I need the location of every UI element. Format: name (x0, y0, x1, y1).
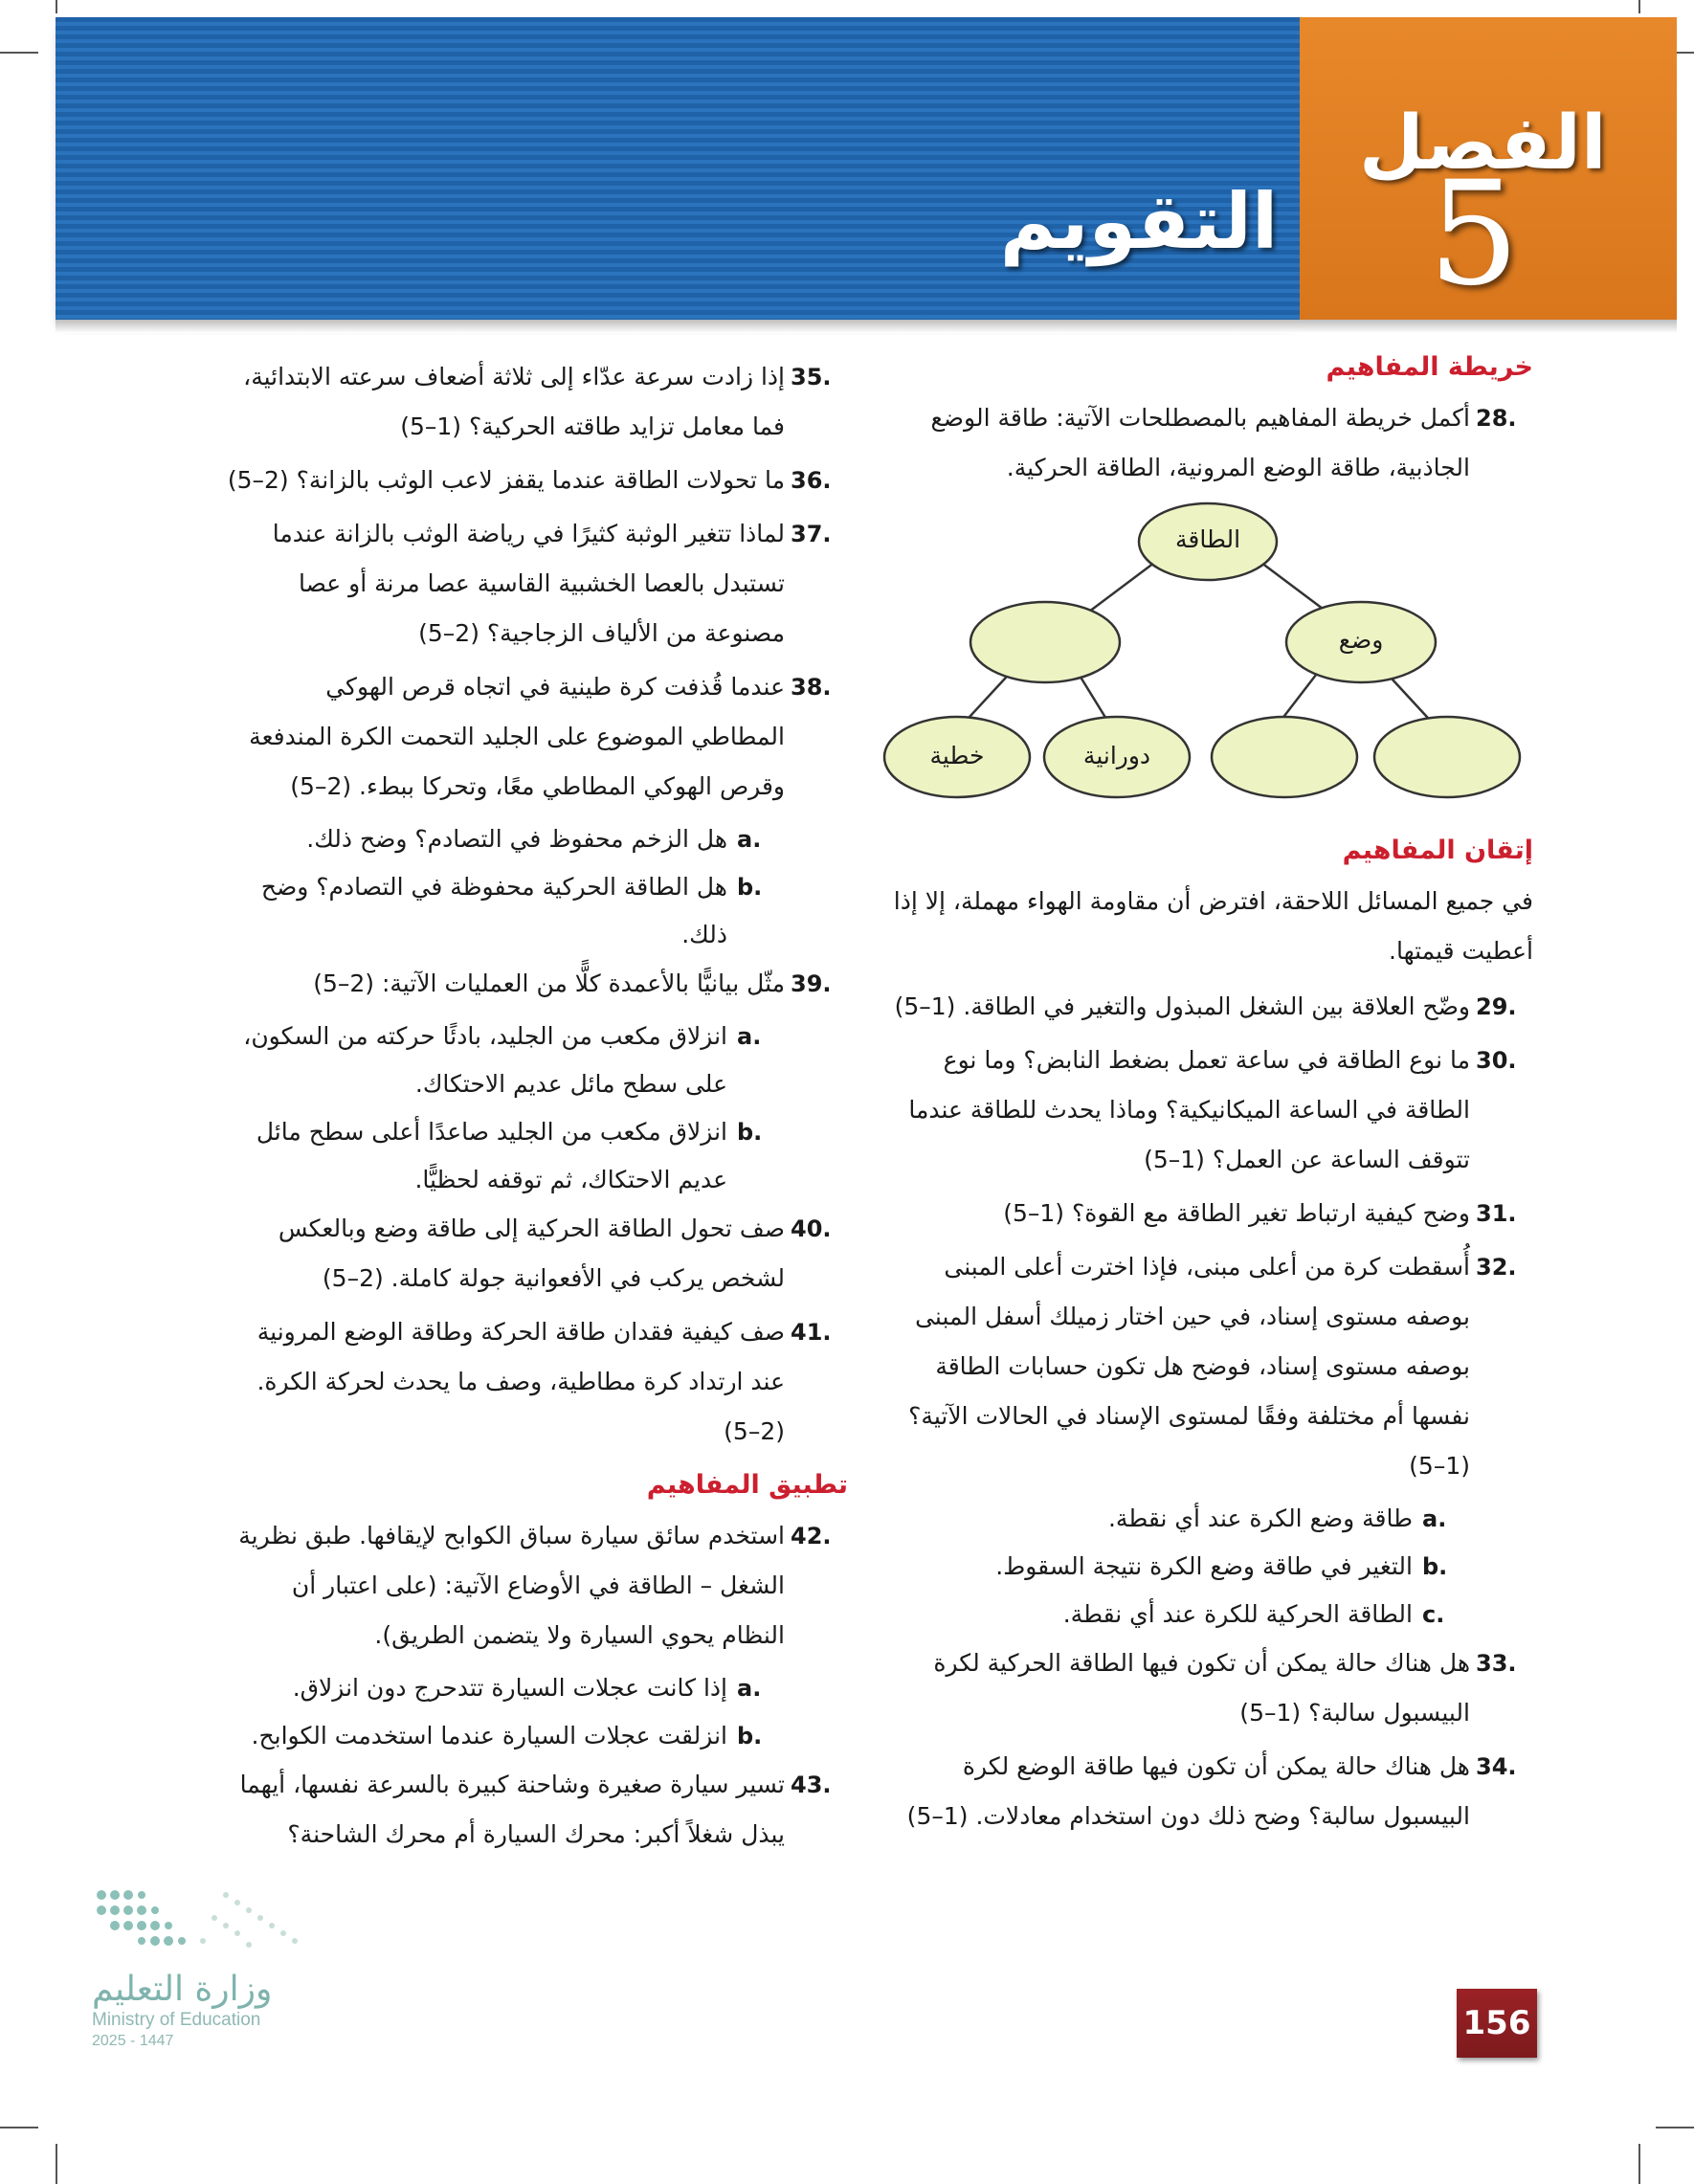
part-text: طاقة وضع الكرة عند أي نقطة. (1107, 1504, 1413, 1532)
node-right-child-label: وضع (1338, 626, 1384, 654)
question-38 (226, 662, 848, 812)
question-37 (226, 509, 848, 658)
crop-mark (0, 2127, 38, 2128)
question-36 (226, 456, 848, 505)
header-banner (56, 17, 1300, 320)
question-number: 33. (1476, 1650, 1517, 1677)
crop-mark (1638, 0, 1640, 13)
node-left-child (970, 602, 1120, 682)
question-30 (882, 1036, 1533, 1185)
left-column (226, 352, 848, 1863)
question-40 (226, 1204, 848, 1304)
part-letter: b. (737, 1119, 763, 1146)
part-letter: c. (1422, 1601, 1445, 1628)
question-text: إذا زادت سرعة عدّاء إلى ثلاثة أضعاف سرعته الابتدائية، فما معامل تزايد طاقته الحركية؟ (1–5) (243, 363, 785, 440)
part-letter: a. (737, 826, 762, 853)
question-35 (226, 352, 848, 452)
question-39 (226, 959, 848, 1009)
ministry-logo (92, 1876, 322, 2049)
question-32-part-b (882, 1543, 1470, 1591)
question-text: أكمل خريطة المفاهيم بالمصطلحات الآتية: طاقة الوضع الجاذبية، طاقة الوضع المرونية، الطاقة الحركية. (930, 404, 1470, 481)
part-letter: b. (737, 874, 763, 901)
part-text: انزلقت عجلات السيارة عندما استخدمت الكوابح. (251, 1722, 727, 1749)
question-number: 28. (1476, 405, 1517, 432)
question-number: 29. (1476, 993, 1517, 1020)
question-32-part-c (882, 1591, 1470, 1638)
part-letter: a. (737, 1023, 762, 1050)
question-text: استخدم سائق سيارة سباق الكوابح لإيقافها. طبق نظرية الشغل – الطاقة في الأوضاع الآتية: (على اعتبار أن النظام يحوي السيارة ولا يتضمن الطريق). (238, 1522, 785, 1649)
question-41 (226, 1307, 848, 1457)
question-text: لماذا تتغير الوثبة كثيرًا في رياضة الوثب بالزانة عندما تستبدل بالعصا الخشبية القاسية عصا مرنة أو عصا مصنوعة من الألياف الزجاجية؟ (2–5) (272, 520, 785, 647)
logo-english-text: Ministry of Education (92, 2010, 261, 2030)
crop-mark (56, 0, 57, 13)
question-39-part-b (226, 1108, 785, 1204)
question-number: 39. (791, 970, 832, 997)
crop-mark (1638, 2144, 1640, 2184)
question-number: 41. (791, 1319, 832, 1346)
concept-map (882, 499, 1533, 814)
logo-arabic-text: وزارة التعليم (92, 1970, 273, 2009)
crop-mark (56, 2144, 57, 2184)
question-text: هل هناك حالة يمكن أن تكون فيها طاقة الوضع لكرة البيسبول سالبة؟ وضح ذلك دون استخدام معادلات. (1–5) (906, 1752, 1470, 1830)
question-number: 31. (1476, 1200, 1517, 1227)
question-42-part-a (226, 1664, 785, 1712)
part-letter: a. (1422, 1505, 1447, 1532)
question-number: 30. (1476, 1047, 1517, 1074)
crop-mark (1656, 2127, 1694, 2128)
chapter-number: 5 (1428, 151, 1520, 318)
question-text: ما تحولات الطاقة عندما يقفز لاعب الوثب بالزانة؟ (2–5) (227, 466, 785, 494)
question-number: 32. (1476, 1254, 1517, 1281)
question-31 (882, 1189, 1533, 1238)
question-39-part-a (226, 1013, 785, 1108)
question-text: هل هناك حالة يمكن أن تكون فيها الطاقة الحركية لكرة البيسبول سالبة؟ (1–5) (933, 1649, 1470, 1727)
question-text: أُسقطت كرة من أعلى مبنى، فإذا اخترت أعلى المبنى بوصفه مستوى إسناد، في حين اختار زميلك أسفل المبنى بوصفه مستوى إسناد، فوضح هل تكون حسابات الطاقة نفسها أم مختلفة وفقًا لمستوى الإسناد في الحالات الآتية؟ (1–5) (908, 1253, 1470, 1480)
node-leaf-1 (1374, 717, 1520, 797)
question-number: 43. (791, 1772, 832, 1798)
banner-shadow (56, 320, 1677, 333)
question-43 (226, 1760, 848, 1860)
section-intro: في جميع المسائل اللاحقة، افترض أن مقاومة الهواء مهملة، إلا إذا أعطيت قيمتها. (893, 887, 1533, 965)
node-leaf-2 (1212, 717, 1357, 797)
part-letter: b. (1422, 1553, 1448, 1580)
part-text: هل الطاقة الحركية محفوظة في التصادم؟ وضح ذلك. (260, 873, 727, 948)
question-number: 37. (791, 521, 832, 547)
page-number: 156 (1457, 1989, 1537, 2058)
question-28 (882, 393, 1533, 493)
page-title: التقويم (999, 177, 1279, 266)
chapter-word: الفصل (1359, 100, 1607, 187)
right-column (882, 352, 1533, 1845)
question-number: 34. (1476, 1753, 1517, 1780)
question-38-part-a (226, 815, 785, 863)
question-32-part-a (882, 1495, 1470, 1543)
question-text: وضح كيفية ارتباط تغير الطاقة مع القوة؟ (1–5) (1003, 1199, 1470, 1227)
question-38-part-b (226, 863, 785, 959)
node-leaf-4-label: خطية (929, 742, 985, 769)
concept-map-heading: خريطة المفاهيم (1326, 352, 1533, 382)
part-letter: b. (737, 1723, 763, 1749)
question-text: تسير سيارة صغيرة وشاحنة كبيرة بالسرعة نفسها، أيهما يبذل شغلاً أكبر: محرك السيارة أم محرك الشاحنة؟ (239, 1771, 785, 1848)
question-number: 35. (791, 364, 832, 390)
part-text: هل الزخم محفوظ في التصادم؟ وضح ذلك. (306, 825, 727, 853)
part-letter: a. (737, 1675, 762, 1702)
question-number: 40. (791, 1215, 832, 1242)
part-text: انزلاق مكعب من الجليد صاعدًا أعلى سطح مائل عديم الاحتكاك، ثم توقفه لحظيًّا. (256, 1118, 727, 1193)
question-29 (882, 982, 1533, 1032)
part-text: التغير في طاقة وضع الكرة نتيجة السقوط. (995, 1552, 1413, 1580)
logo-year: 2025 - 1447 (92, 2033, 174, 2049)
node-leaf-3-label: دورانية (1082, 742, 1151, 769)
question-number: 36. (791, 467, 832, 494)
question-text: ما نوع الطاقة في ساعة تعمل بضغط النابض؟ وما نوع الطاقة في الساعة الميكانيكية؟ وماذا يحدث للطاقة عندما تتوقف الساعة عن العمل؟ (1–5) (908, 1046, 1470, 1173)
part-text: انزلاق مكعب من الجليد، بادئًا حركته من السكون، على سطح مائل عديم الاحتكاك. (243, 1022, 727, 1098)
question-number: 38. (791, 674, 832, 701)
question-32 (882, 1242, 1533, 1491)
mastery-heading: إتقان المفاهيم (1342, 836, 1533, 865)
question-42-part-b (226, 1712, 785, 1760)
part-text: الطاقة الحركية للكرة عند أي نقطة. (1062, 1600, 1413, 1628)
part-text: إذا كانت عجلات السيارة تتدحرج دون انزلاق. (292, 1674, 727, 1702)
question-text: وضّح العلاقة بين الشغل المبذول والتغير في الطاقة. (1–5) (894, 992, 1470, 1020)
application-heading: تطبيق المفاهيم (646, 1470, 848, 1500)
question-text: صف كيفية فقدان طاقة الحركة وطاقة الوضع المرونية عند ارتداد كرة مطاطية، وصف ما يحدث لحركة الكرة. (2–5) (256, 1318, 785, 1445)
question-34 (882, 1742, 1533, 1841)
crop-mark (0, 52, 38, 54)
question-text: صف تحول الطاقة الحركية إلى طاقة وضع وبالعكس لشخص يركب في الأفعوانية جولة كاملة. (2–5) (278, 1215, 785, 1292)
question-33 (882, 1638, 1533, 1738)
logo-dots-icon (92, 1876, 322, 1972)
node-root-label: الطاقة (1174, 525, 1241, 553)
question-42 (226, 1511, 848, 1660)
question-number: 42. (791, 1523, 832, 1549)
question-text: مثّل بيانيًّا بالأعمدة كلًّا من العمليات الآتية: (2–5) (313, 969, 785, 997)
question-text: عندما قُذفت كرة طينية في اتجاه قرص الهوكي المطاطي الموضوع على الجليد التحمت الكرة المندفعة وقرص الهوكي المطاطي معًا، وتحركا ببطء. (2–5) (249, 673, 785, 800)
